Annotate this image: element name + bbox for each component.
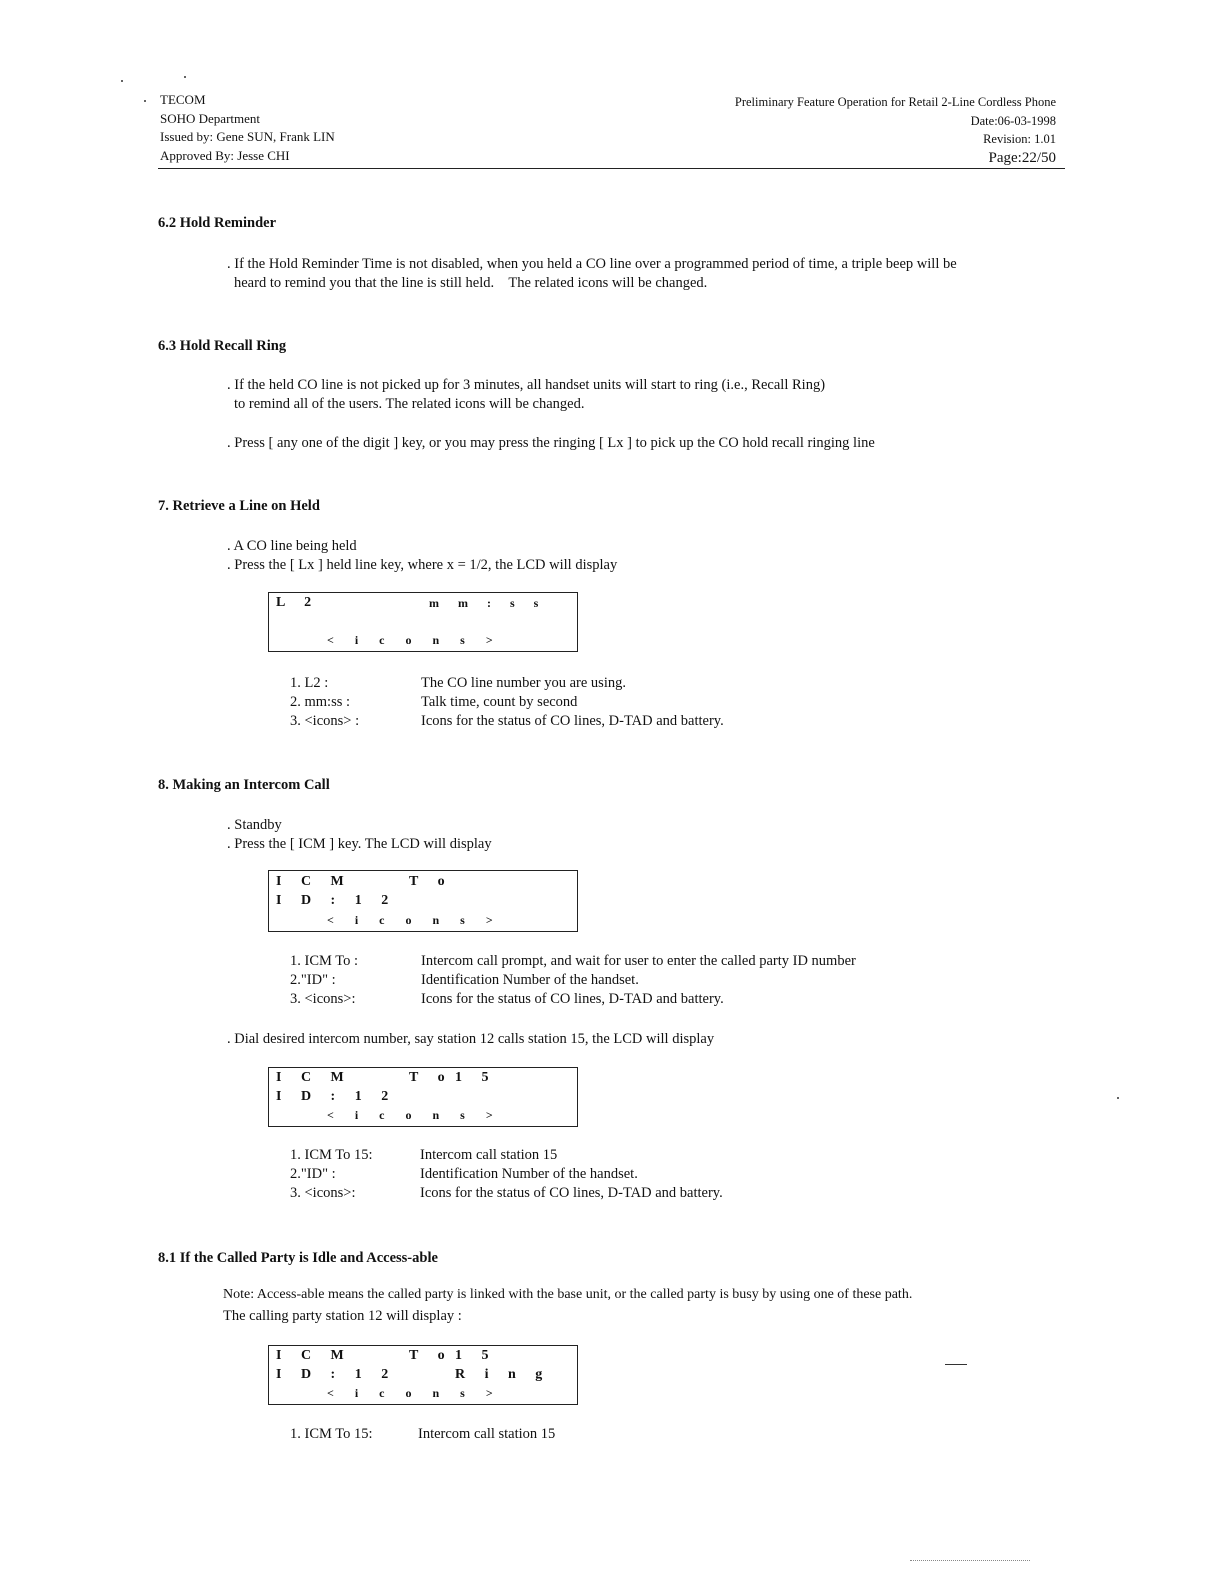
lcd-handset-id: I D : 1 2 <box>276 1367 397 1382</box>
section-heading-6-3: 6.3 Hold Recall Ring <box>158 338 287 354</box>
document-title: Preliminary Feature Operation for Retail 2-Line Cordless Phone <box>734 95 1056 109</box>
paragraph: . If the Hold Reminder Time is not disabled, when you held a CO line over a programmed period of time, a triple beep will be <box>227 256 957 272</box>
paragraph: . Dial desired intercom number, say station 12 calls station 15, the LCD will display <box>227 1031 715 1047</box>
document-revision: Revision: 1.01 <box>983 132 1056 146</box>
definition-term: 1. ICM To 15: <box>290 1426 373 1442</box>
header-left <box>160 91 335 165</box>
definition-text: Intercom call prompt, and wait for user to enter the called party ID number <box>421 953 856 969</box>
lcd-prompt: I C M T o <box>276 1348 453 1363</box>
definition-text: Intercom call station 15 <box>418 1426 556 1442</box>
paragraph: heard to remind you that the line is still held. The related icons will be changed. <box>234 275 708 291</box>
section-heading-8-1: 8.1 If the Called Party is Idle and Access-able <box>158 1250 438 1266</box>
lcd-called-station: 1 5 <box>455 1348 497 1363</box>
definition-term: 1. L2 : <box>290 675 329 691</box>
definition-term: 2."ID" : <box>290 972 336 988</box>
scan-footer-line <box>910 1560 1030 1561</box>
paragraph: . Press the [ Lx ] held line key, where x = 1/2, the LCD will display <box>227 557 618 573</box>
lcd-handset-id: I D : 1 2 <box>276 893 397 908</box>
lcd-icons: < i c o n s > <box>327 1386 502 1400</box>
lcd-display <box>268 592 578 652</box>
definition-text: Icons for the status of CO lines, D-TAD and battery. <box>421 713 724 729</box>
paragraph: . Press [ any one of the digit ] key, or you may press the ringing [ Lx ] to pick up the CO hold recall ringing line <box>227 435 875 451</box>
definition-term: 3. <icons>: <box>290 991 356 1007</box>
definition-text: Talk time, count by second <box>421 694 578 710</box>
lcd-display <box>268 1345 578 1405</box>
paragraph: . If the held CO line is not picked up for 3 minutes, all handset units will start to ring (i.e., Recall Ring) <box>227 377 826 393</box>
definition-text: Icons for the status of CO lines, D-TAD and battery. <box>420 1185 723 1201</box>
lcd-display <box>268 1067 578 1127</box>
paragraph: The calling party station 12 will display : <box>223 1308 462 1324</box>
lcd-called-station: 1 5 <box>455 1070 497 1085</box>
definition-term: 2. mm:ss : <box>290 694 351 710</box>
department: SOHO Department <box>160 110 261 126</box>
paragraph: . Standby <box>227 817 282 833</box>
definition-list <box>290 1146 810 1206</box>
lcd-icons: < i c o n s > <box>327 913 502 927</box>
section-heading-7: 7. Retrieve a Line on Held <box>158 498 320 514</box>
scan-speck <box>184 76 186 78</box>
paragraph: Note: Access-able means the called party is linked with the base unit, or the called party is busy by using one of these path. <box>223 1287 913 1302</box>
definition-list <box>290 674 810 734</box>
company-name: TECOM <box>160 92 206 107</box>
definition-list <box>290 1425 810 1445</box>
definition-list <box>290 952 930 1012</box>
scan-dash <box>945 1364 967 1365</box>
section-heading-8: 8. Making an Intercom Call <box>158 777 330 793</box>
section-heading-6-2: 6.2 Hold Reminder <box>158 215 277 231</box>
lcd-icons: < i c o n s > <box>327 1108 502 1122</box>
document-date: Date:06-03-1998 <box>970 113 1056 128</box>
definition-text: Identification Number of the handset. <box>420 1166 638 1182</box>
lcd-talk-time: m m : s s <box>429 596 547 610</box>
scan-speck <box>144 100 146 102</box>
lcd-prompt: I C M T o <box>276 1070 453 1085</box>
lcd-prompt: I C M T o <box>276 874 453 889</box>
page-number: Page:22/50 <box>988 149 1056 166</box>
definition-text: Intercom call station 15 <box>420 1147 558 1163</box>
definition-term: 1. ICM To 15: <box>290 1147 373 1163</box>
definition-term: 1. ICM To : <box>290 953 359 969</box>
definition-term: 2."ID" : <box>290 1166 336 1182</box>
approved-by: Approved By: Jesse CHI <box>160 147 290 163</box>
definition-text: The CO line number you are using. <box>421 675 626 691</box>
lcd-icons: < i c o n s > <box>327 633 502 647</box>
paragraph: . A CO line being held <box>227 538 357 554</box>
lcd-ring-status: R i n g <box>455 1367 551 1382</box>
definition-text: Identification Number of the handset. <box>421 972 639 988</box>
lcd-handset-id: I D : 1 2 <box>276 1089 397 1104</box>
issued-by: Issued by: Gene SUN, Frank LIN <box>160 129 335 144</box>
scan-speck <box>1117 1097 1119 1099</box>
lcd-display <box>268 870 578 932</box>
definition-text: Icons for the status of CO lines, D-TAD and battery. <box>421 991 724 1007</box>
definition-term: 3. <icons> : <box>290 713 360 729</box>
scan-speck <box>121 80 123 82</box>
paragraph: to remind all of the users. The related icons will be changed. <box>234 396 585 412</box>
paragraph: . Press the [ ICM ] key. The LCD will display <box>227 836 492 852</box>
definition-term: 3. <icons>: <box>290 1185 356 1201</box>
header-right <box>735 93 1056 167</box>
header-rule <box>158 168 1065 169</box>
lcd-line-number: L 2 <box>276 595 320 610</box>
